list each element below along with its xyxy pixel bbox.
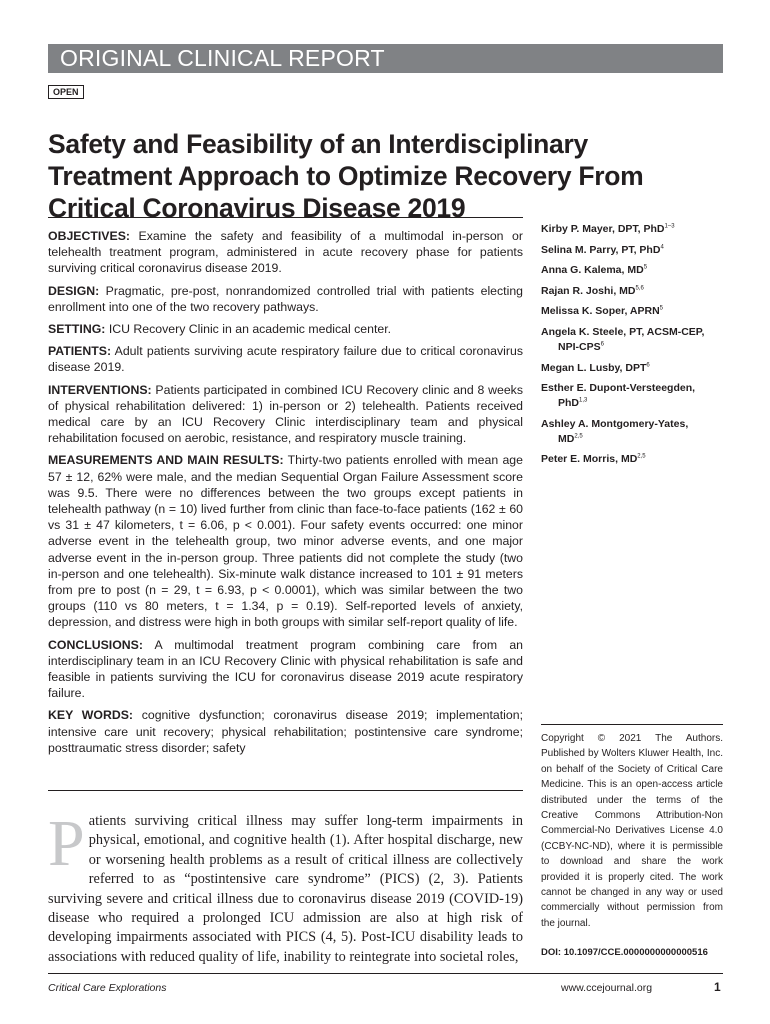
author-affiliation: 6 [600, 341, 604, 348]
abstract-section-label: PATIENTS: [48, 344, 112, 359]
abstract [48, 228, 523, 762]
author-affiliation: 6 [646, 362, 650, 369]
abstract-section-label: DESIGN: [48, 283, 100, 298]
author-affiliation: 5 [659, 305, 663, 312]
author-affiliation: 5,6 [635, 285, 644, 292]
abstract-section [48, 707, 523, 756]
abstract-section-label: CONCLUSIONS: [48, 637, 143, 652]
author [541, 284, 721, 299]
article-type-banner [48, 44, 723, 73]
author-name: Rajan R. Joshi, MD [541, 284, 636, 297]
author [541, 325, 721, 355]
author-name: Selina M. Parry, PT, PhD [541, 243, 661, 256]
article-type-label: ORIGINAL CLINICAL REPORT [60, 45, 385, 71]
author-name: Peter E. Morris, MD [541, 453, 638, 466]
body-paragraph [48, 807, 523, 967]
author-credential: PhD [558, 397, 579, 410]
author [541, 263, 721, 278]
author [541, 452, 721, 467]
author-credential: NPI-CPS [558, 340, 601, 353]
author-name: Kirby P. Mayer, DPT, PhD [541, 223, 665, 235]
abstract-section-text: Patients participated in combined ICU Recovery clinic and 8 weeks of physical rehabilitation delivered: 1) in-person or 2) telehealth. Patients received medical care by an ICU Recovery Clinic interdisciplinary team and physical rehabilitation focused on aerobic, resistance, and respiratory muscle training. [48, 382, 523, 446]
doi[interactable]: DOI: 10.1097/CCE.0000000000000516 [541, 947, 708, 958]
page-number: 1 [714, 980, 721, 994]
abstract-section [48, 321, 523, 337]
open-access-badge: OPEN [48, 85, 84, 99]
author [541, 243, 721, 258]
abstract-section [48, 382, 523, 447]
author [541, 381, 721, 411]
abstract-section-label: MEASUREMENTS AND MAIN RESULTS: [48, 453, 284, 468]
abstract-section [48, 637, 523, 702]
abstract-top-rule [48, 217, 523, 218]
article-title: Safety and Feasibility of an Interdisciplinary Treatment Approach to Optimize Recovery From Critical Coronavirus Disease 2019 [48, 128, 644, 223]
abstract-section-label: KEY WORDS: [48, 708, 134, 723]
abstract-section-text: Examine the safety and feasibility of a multimodal in-person or telehealth treatment program, administered in acute recovery phase for patients surviving critical coronavirus disease 2019. [48, 229, 523, 276]
author [541, 361, 721, 376]
author-list [541, 222, 721, 473]
author-name-continued [541, 340, 721, 355]
abstract-section-text: cognitive dysfunction; coronavirus disease 2019; implementation; intensive care unit recovery; physical rehabilitation; postintensive care syndrome; posttraumatic stress disorder; safety [48, 708, 523, 755]
abstract-section-text: A multimodal treatment program combining care from an interdisciplinary team in an ICU Recovery Clinic with physical rehabilitation is safe and feasible in patients surviving the ICU for coronavirus disease 2019 acute respiratory failure. [48, 637, 523, 701]
author-credential: MD [558, 432, 575, 445]
author-name: Angela K. Steele, PT, ACSM-CEP, [541, 325, 705, 338]
abstract-section [48, 343, 523, 375]
abstract-section-text: Pragmatic, pre-post, nonrandomized controlled trial with patients electing enrollment into one of the two recovery pathways. [48, 283, 523, 314]
abstract-section-label: SETTING: [48, 322, 106, 337]
body-text: atients surviving critical illness may suffer long-term impairments in physical, emotional, and cognitive health (1). After hospital discharge, new or worsening health problems as a result of critical illness are collectively referred to as “postintensive care syndrome” (PICS) (2, 3). Patients surviving severe and critical illness due to coronavirus disease 2019 (COVID-19) disease who required a prolonged ICU admission are also at high risk of developing impairments associated with PICS (4, 5). Post-ICU disability leads to associations with reduced quality of life, inability to reintegrate into societal roles, [48, 813, 523, 965]
abstract-section [48, 228, 523, 277]
author-name: Esther E. Dupont-Versteegden, [541, 382, 696, 395]
abstract-section-label: INTERVENTIONS: [48, 382, 152, 397]
author-affiliation: 2,5 [574, 433, 583, 440]
copyright-notice: Copyright © 2021 The Authors. Published by Wolters Kluwer Health, Inc. on behalf of the Society of Critical Care Medicine. This is an open-access article distributed under the terms of the Creative Commons Attribution-Non Commercial-No Derivatives License 4.0 (CCBY-NC-ND), where it is permissible to download and share the work provided it is properly cited. The work cannot be changed in any way or used commercially without permission from the journal. [541, 733, 723, 929]
abstract-section-text: Thirty-two patients enrolled with mean age 57 ± 12, 62% were male, and the median Sequential Organ Failure Assessment score was 9.5. There were no differences between the two groups except patients in telehealth pathway (n = 10) lived further from clinic than face-to-face patients (162 ± 60 vs 31 ± 47 kilometers, t = 6.06, p < 0.001). Four safety events occurred: one minor adverse event in the telehealth group, two minor adverse events, and one major adverse event in the in-person group. Three patients did not complete the study (two in-person and one telehealth). Six-minute walk distance increased to 101 ± 91 meters from pre to post (n = 29, t = 6.93, p < 0.0001), which was similar between the two groups (110 vs 80 meters, t = 1.34, p = 0.19). Self-reported levels of anxiety, depression, and distress were high in both groups with similar self-report quality of life. [48, 453, 523, 630]
abstract-section [48, 283, 523, 315]
author-affiliation: 4 [660, 244, 664, 251]
author-name-continued [541, 432, 721, 447]
author-name: Megan L. Lusby, DPT [541, 361, 647, 374]
journal-url[interactable]: www.ccejournal.org [561, 982, 653, 994]
abstract-section-label: OBJECTIVES: [48, 229, 130, 243]
copyright-rule [541, 724, 723, 725]
author-name-continued [541, 396, 721, 411]
abstract-section [48, 452, 523, 630]
author [541, 222, 721, 237]
author [541, 304, 721, 319]
author [541, 417, 721, 447]
journal-name: Critical Care Explorations [48, 982, 167, 994]
abstract-section-text: ICU Recovery Clinic in an academic medical center. [108, 322, 392, 337]
author-name: Anna G. Kalema, MD [541, 264, 644, 277]
author-name: Ashley A. Montgomery-Yates, [541, 417, 689, 430]
author-affiliation: 2,5 [637, 453, 646, 460]
author-affiliation: 1–3 [664, 223, 675, 230]
author-name: Melissa K. Soper, APRN [541, 305, 660, 318]
author-affiliation: 5 [643, 264, 648, 271]
drop-cap: P [48, 807, 85, 880]
abstract-bottom-rule [48, 790, 523, 791]
author-affiliation: 1,3 [579, 397, 588, 404]
abstract-section-text: Adult patients surviving acute respiratory failure due to critical coronavirus disease 2019. [48, 344, 523, 375]
footer-rule [48, 973, 723, 974]
